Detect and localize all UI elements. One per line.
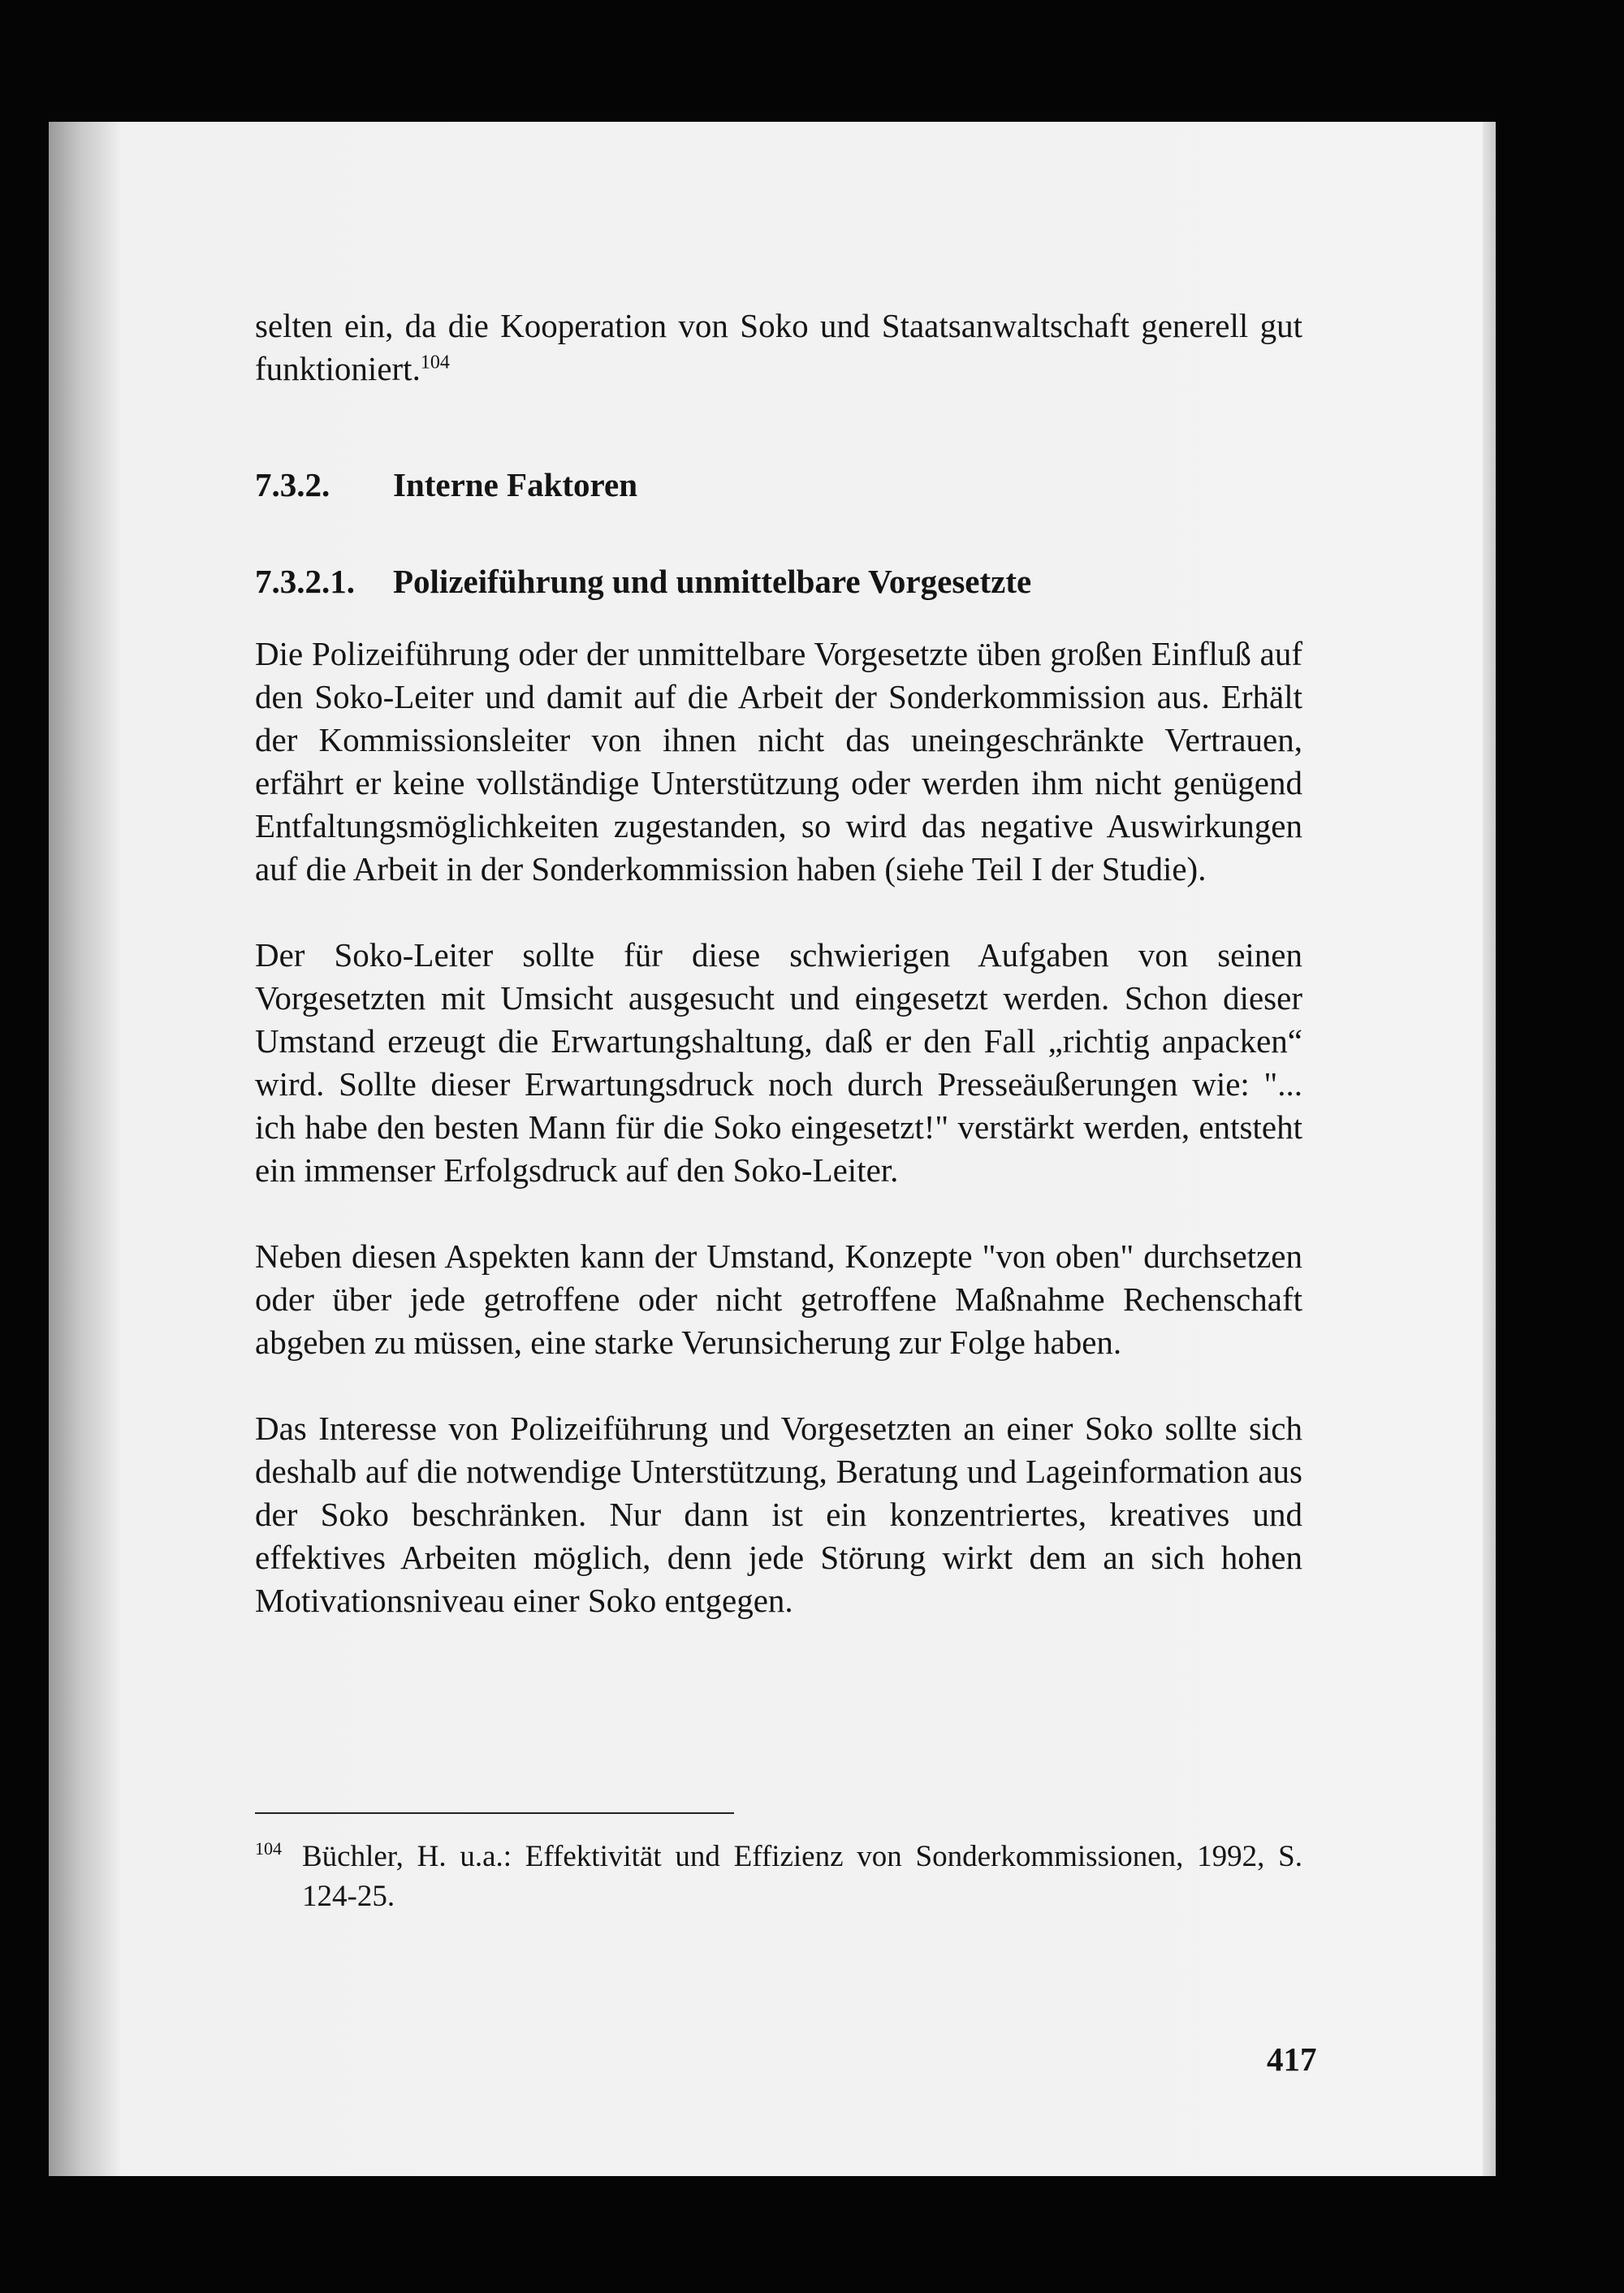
footnote-separator xyxy=(255,1812,734,1814)
paragraph: Das Interesse von Polizeiführung und Vorgesetzten an einer Soko sollte sich deshalb auf die notwendige Unterstützung, Beratung und Lageinformation aus der Soko beschränken. Nur dann ist ein konzentriertes, kreatives und effektives Arbeiten möglich, denn jede Störung wirkt dem an sich hohen Motivationsniveau einer Soko entgegen. xyxy=(255,1410,1302,1619)
subsection-title: Polizeiführung und unmittelbare Vorgesetzte xyxy=(393,563,1032,600)
page-number: 417 xyxy=(1267,2040,1317,2078)
footnote xyxy=(255,1837,1302,1916)
paragraph-continuation xyxy=(255,304,1302,391)
footnote-reference: 104 xyxy=(420,352,450,374)
paragraph-text: selten ein, da die Kooperation von Soko und Staatsanwaltschaft generell gut funktioniert. xyxy=(255,307,1302,387)
footnote-mark: 104 xyxy=(255,1838,282,1859)
footnote-text: Büchler, H. u.a.: Effektivität und Effizienz von Sonderkommissionen, 1992, S. 124-25. xyxy=(302,1840,1302,1913)
subsection-number: 7.3.2.1. xyxy=(255,563,355,600)
book-spine-shadow xyxy=(49,122,122,2176)
page-edge xyxy=(1483,122,1496,2176)
section-number: 7.3.2. xyxy=(255,466,330,503)
paragraph: Der Soko-Leiter sollte für diese schwierigen Aufgaben von seinen Vorgesetzten mit Umsicht ausgesucht und eingesetzt werden. Schon dieser Umstand erzeugt die Erwartungshaltung, daß er den Fall „richtig anpacken“ wird. Sollte dieser Erwartungsdruck noch durch Presseäußerungen wie: "... ich habe den besten Mann für die Soko eingesetzt!" verstärkt werden, entsteht ein immenser Erfolgsdruck auf den Soko-Leiter. xyxy=(255,936,1302,1189)
page-body xyxy=(255,304,1302,1622)
paragraph: Die Polizeiführung oder der unmittelbare Vorgesetzte üben großen Einfluß auf den Soko-Leiter und damit auf die Arbeit der Sonderkommission aus. Erhält der Kommissionsleiter von ihnen nicht das uneingeschränkte Vertrauen, erfährt er keine vollständige Unterstützung oder werden ihm nicht genügend Entfaltungsmöglichkeiten zugestanden, so wird das negative Auswirkungen auf die Arbeit in der Sonderkommission haben (siehe Teil I der Studie). xyxy=(255,635,1302,887)
subsection-heading xyxy=(255,560,1302,603)
paragraph: Neben diesen Aspekten kann der Umstand, Konzepte "von oben" durchsetzen oder über jede getroffene oder nicht getroffene Maßnahme Rechenschaft abgeben zu müssen, eine starke Verunsicherung zur Folge haben. xyxy=(255,1237,1302,1361)
section-title: Interne Faktoren xyxy=(393,466,638,503)
section-heading xyxy=(255,464,1302,507)
